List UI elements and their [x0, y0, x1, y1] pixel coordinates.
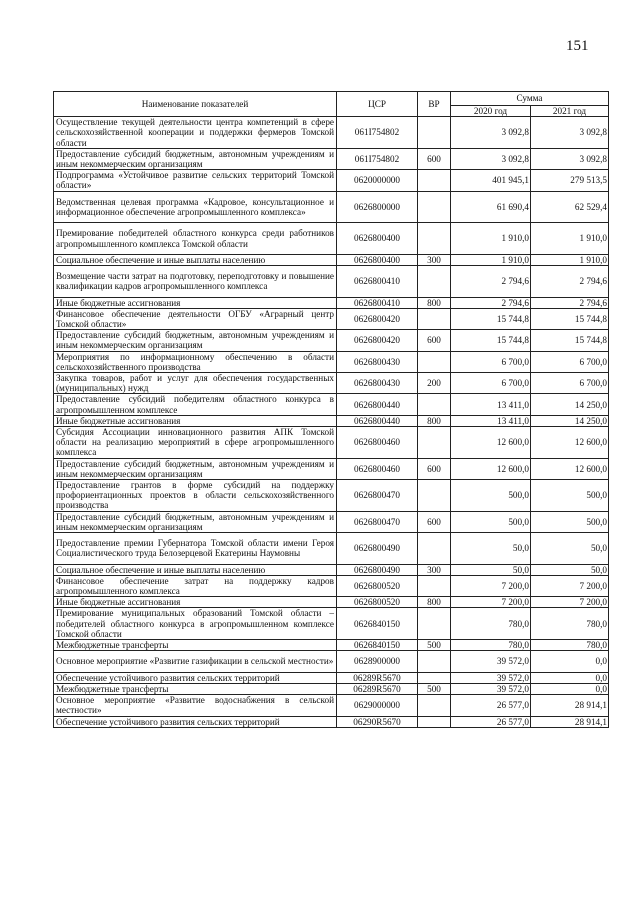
row-name: Предоставление субсидий бюджетным, автономным учреждениям и иным некоммерческим организациям: [54, 330, 337, 351]
table-row: [54, 394, 609, 415]
table-row: [54, 651, 609, 672]
row-sum-2020: 39 572,0: [451, 651, 531, 672]
page-number: 151: [566, 38, 589, 54]
row-csr: 0626800440: [337, 394, 418, 415]
row-vr: 800: [418, 415, 451, 426]
row-name: Социальное обеспечение и иные выплаты населению: [54, 564, 337, 575]
row-csr: 0629000000: [337, 695, 418, 716]
row-csr: 0626800410: [337, 266, 418, 298]
row-csr: 061I754802: [337, 117, 418, 149]
row-csr: 0628900000: [337, 651, 418, 672]
row-csr: 0626800400: [337, 223, 418, 255]
row-sum-2020: 50,0: [451, 564, 531, 575]
row-vr: [418, 716, 451, 727]
row-name: Иные бюджетные ассигнования: [54, 297, 337, 308]
row-sum-2020: 500,0: [451, 511, 531, 532]
row-sum-2020: 26 577,0: [451, 695, 531, 716]
row-csr: 0626800470: [337, 511, 418, 532]
row-name: Обеспечение устойчивого развития сельских территорий: [54, 672, 337, 683]
table-row: [54, 266, 609, 298]
row-vr: [418, 651, 451, 672]
row-vr: 500: [418, 683, 451, 694]
table-row: [54, 254, 609, 265]
row-sum-2021: 3 092,8: [531, 148, 609, 169]
row-csr: 0626840150: [337, 640, 418, 651]
row-sum-2020: 61 690,4: [451, 191, 531, 223]
row-vr: [418, 575, 451, 596]
header-csr: ЦСР: [337, 92, 418, 117]
row-sum-2021: 279 513,5: [531, 170, 609, 191]
row-sum-2021: 28 914,1: [531, 716, 609, 727]
row-csr: 06289R5670: [337, 683, 418, 694]
table-row: [54, 672, 609, 683]
row-sum-2021: 50,0: [531, 533, 609, 565]
row-vr: [418, 394, 451, 415]
header-year-2021: 2021 год: [531, 106, 609, 117]
row-name: Субсидия Ассоциации инновационного развития АПК Томской области на реализацию мероприятий в сфере агропромышленного комплекса: [54, 427, 337, 459]
row-sum-2020: 780,0: [451, 608, 531, 640]
table-row: [54, 597, 609, 608]
row-sum-2020: 50,0: [451, 533, 531, 565]
row-sum-2020: 13 411,0: [451, 415, 531, 426]
row-name: Финансовое обеспечение деятельности ОГБУ «Аграрный центр Томской области»: [54, 308, 337, 329]
table-row: [54, 716, 609, 727]
table-row: [54, 223, 609, 255]
table-row: [54, 117, 609, 149]
row-csr: 0626800420: [337, 308, 418, 329]
row-sum-2021: 2 794,6: [531, 297, 609, 308]
row-csr: 0626800460: [337, 458, 418, 479]
row-sum-2021: 6 700,0: [531, 373, 609, 394]
row-sum-2020: 3 092,8: [451, 148, 531, 169]
row-name: Иные бюджетные ассигнования: [54, 597, 337, 608]
table-row: [54, 564, 609, 575]
row-sum-2020: 2 794,6: [451, 297, 531, 308]
table-row: [54, 330, 609, 351]
row-sum-2021: 500,0: [531, 480, 609, 512]
row-vr: 800: [418, 297, 451, 308]
row-vr: 200: [418, 373, 451, 394]
row-vr: [418, 480, 451, 512]
row-vr: [418, 266, 451, 298]
row-csr: 06289R5670: [337, 672, 418, 683]
header-name: Наименование показателей: [54, 92, 337, 117]
row-csr: 0626800410: [337, 297, 418, 308]
row-csr: 0626800000: [337, 191, 418, 223]
row-vr: [418, 191, 451, 223]
row-sum-2021: 7 200,0: [531, 575, 609, 596]
row-csr: 0626800460: [337, 427, 418, 459]
row-vr: 500: [418, 640, 451, 651]
row-sum-2020: 15 744,8: [451, 330, 531, 351]
row-csr: 0626800430: [337, 373, 418, 394]
row-vr: [418, 672, 451, 683]
row-vr: [418, 170, 451, 191]
row-csr: 0626800430: [337, 351, 418, 372]
row-csr: 0620000000: [337, 170, 418, 191]
table-body: [54, 117, 609, 728]
table-row: [54, 480, 609, 512]
row-csr: 0626800470: [337, 480, 418, 512]
row-csr: 0626800520: [337, 597, 418, 608]
row-sum-2021: 15 744,8: [531, 308, 609, 329]
row-name: Предоставление премии Губернатора Томской области имени Героя Социалистического труда Белозерцевой Екатерины Наумовны: [54, 533, 337, 565]
row-sum-2020: 1 910,0: [451, 223, 531, 255]
row-sum-2021: 780,0: [531, 640, 609, 651]
row-vr: 300: [418, 254, 451, 265]
row-name: Предоставление субсидий бюджетным, автономным учреждениям и иным некоммерческим организациям: [54, 511, 337, 532]
row-csr: 0626840150: [337, 608, 418, 640]
table-row: [54, 351, 609, 372]
row-sum-2020: 401 945,1: [451, 170, 531, 191]
table-row: [54, 640, 609, 651]
row-sum-2021: 62 529,4: [531, 191, 609, 223]
table-row: [54, 148, 609, 169]
table-row: [54, 373, 609, 394]
table-row: [54, 297, 609, 308]
row-sum-2020: 7 200,0: [451, 575, 531, 596]
row-vr: 600: [418, 458, 451, 479]
row-vr: 600: [418, 330, 451, 351]
row-name: Основное мероприятие «Развитие водоснабжения в сельской местности»: [54, 695, 337, 716]
row-sum-2020: 39 572,0: [451, 683, 531, 694]
row-sum-2020: 12 600,0: [451, 427, 531, 459]
row-vr: [418, 308, 451, 329]
row-sum-2021: 1 910,0: [531, 254, 609, 265]
row-name: Предоставление субсидий бюджетным, автономным учреждениям и иным некоммерческим организациям: [54, 148, 337, 169]
row-name: Предоставление субсидий бюджетным, автономным учреждениям и иным некоммерческим организациям: [54, 458, 337, 479]
row-vr: [418, 608, 451, 640]
row-sum-2021: 0,0: [531, 672, 609, 683]
row-sum-2021: 6 700,0: [531, 351, 609, 372]
row-sum-2020: 15 744,8: [451, 308, 531, 329]
row-sum-2021: 14 250,0: [531, 394, 609, 415]
header-year-2020: 2020 год: [451, 106, 531, 117]
row-vr: [418, 533, 451, 565]
row-sum-2021: 0,0: [531, 683, 609, 694]
row-name: Обеспечение устойчивого развития сельских территорий: [54, 716, 337, 727]
row-sum-2020: 3 092,8: [451, 117, 531, 149]
row-sum-2020: 6 700,0: [451, 373, 531, 394]
budget-table: [53, 91, 609, 728]
table-row: [54, 533, 609, 565]
row-sum-2021: 28 914,1: [531, 695, 609, 716]
row-name: Закупка товаров, работ и услуг для обеспечения государственных (муниципальных) нужд: [54, 373, 337, 394]
table-row: [54, 608, 609, 640]
row-sum-2021: 0,0: [531, 651, 609, 672]
table-row: [54, 308, 609, 329]
row-csr: 0626800490: [337, 564, 418, 575]
row-name: Финансовое обеспечение затрат на поддержку кадров агропромышленного комплекса: [54, 575, 337, 596]
row-name: Иные бюджетные ассигнования: [54, 415, 337, 426]
row-name: Основное мероприятие «Развитие газификации в сельской местности»: [54, 651, 337, 672]
row-sum-2021: 1 910,0: [531, 223, 609, 255]
row-csr: 06290R5670: [337, 716, 418, 727]
row-vr: [418, 427, 451, 459]
row-name: Предоставление субсидий победителям областного конкурса в агропромышленном комплексе: [54, 394, 337, 415]
row-sum-2020: 12 600,0: [451, 458, 531, 479]
row-csr: 061I754802: [337, 148, 418, 169]
row-sum-2021: 14 250,0: [531, 415, 609, 426]
header-sum: Сумма: [451, 92, 609, 106]
row-name: Межбюджетные трансферты: [54, 640, 337, 651]
row-sum-2020: 1 910,0: [451, 254, 531, 265]
row-csr: 0626800400: [337, 254, 418, 265]
table-row: [54, 191, 609, 223]
row-sum-2020: 7 200,0: [451, 597, 531, 608]
row-name: Возмещение части затрат на подготовку, переподготовку и повышение квалификации кадров агропромышленного комплекса: [54, 266, 337, 298]
row-sum-2020: 500,0: [451, 480, 531, 512]
row-sum-2021: 50,0: [531, 564, 609, 575]
row-sum-2021: 2 794,6: [531, 266, 609, 298]
row-sum-2021: 12 600,0: [531, 427, 609, 459]
row-name: Ведомственная целевая программа «Кадровое, консультационное и информационное обеспечение агропромышленного комплекса»: [54, 191, 337, 223]
row-vr: 800: [418, 597, 451, 608]
table-row: [54, 695, 609, 716]
row-vr: 600: [418, 148, 451, 169]
row-name: Межбюджетные трансферты: [54, 683, 337, 694]
row-sum-2020: 13 411,0: [451, 394, 531, 415]
row-sum-2021: 780,0: [531, 608, 609, 640]
row-name: Мероприятия по информационному обеспечению в области сельскохозяйственного производства: [54, 351, 337, 372]
row-sum-2021: 15 744,8: [531, 330, 609, 351]
row-name: Предоставление грантов в форме субсидий на поддержку профориентационных проектов в области сельскохозяйственного производства: [54, 480, 337, 512]
row-sum-2021: 12 600,0: [531, 458, 609, 479]
row-sum-2020: 6 700,0: [451, 351, 531, 372]
table-row: [54, 683, 609, 694]
row-sum-2021: 7 200,0: [531, 597, 609, 608]
row-sum-2020: 780,0: [451, 640, 531, 651]
row-vr: 600: [418, 511, 451, 532]
row-sum-2021: 3 092,8: [531, 117, 609, 149]
row-sum-2020: 2 794,6: [451, 266, 531, 298]
row-csr: 0626800520: [337, 575, 418, 596]
row-csr: 0626800490: [337, 533, 418, 565]
row-vr: [418, 117, 451, 149]
row-vr: [418, 351, 451, 372]
row-name: Премирование победителей областного конкурса среди работников агропромышленного комплекса Томской области: [54, 223, 337, 255]
row-name: Премирование муниципальных образований Томской области – победителей областного конкурса в агропромышленном комплексе Томской области: [54, 608, 337, 640]
row-vr: [418, 695, 451, 716]
row-vr: 300: [418, 564, 451, 575]
table-row: [54, 511, 609, 532]
row-name: Социальное обеспечение и иные выплаты населению: [54, 254, 337, 265]
row-name: Осуществление текущей деятельности центра компетенций в сфере сельскохозяйственной кооперации и поддержки фермеров Томской области: [54, 117, 337, 149]
row-sum-2020: 26 577,0: [451, 716, 531, 727]
row-csr: 0626800420: [337, 330, 418, 351]
row-vr: [418, 223, 451, 255]
table-row: [54, 575, 609, 596]
header-vr: ВР: [418, 92, 451, 117]
row-name: Подпрограмма «Устойчивое развитие сельских территорий Томской области»: [54, 170, 337, 191]
table-row: [54, 458, 609, 479]
table-row: [54, 415, 609, 426]
row-sum-2020: 39 572,0: [451, 672, 531, 683]
table-row: [54, 170, 609, 191]
table-row: [54, 427, 609, 459]
row-sum-2021: 500,0: [531, 511, 609, 532]
row-csr: 0626800440: [337, 415, 418, 426]
